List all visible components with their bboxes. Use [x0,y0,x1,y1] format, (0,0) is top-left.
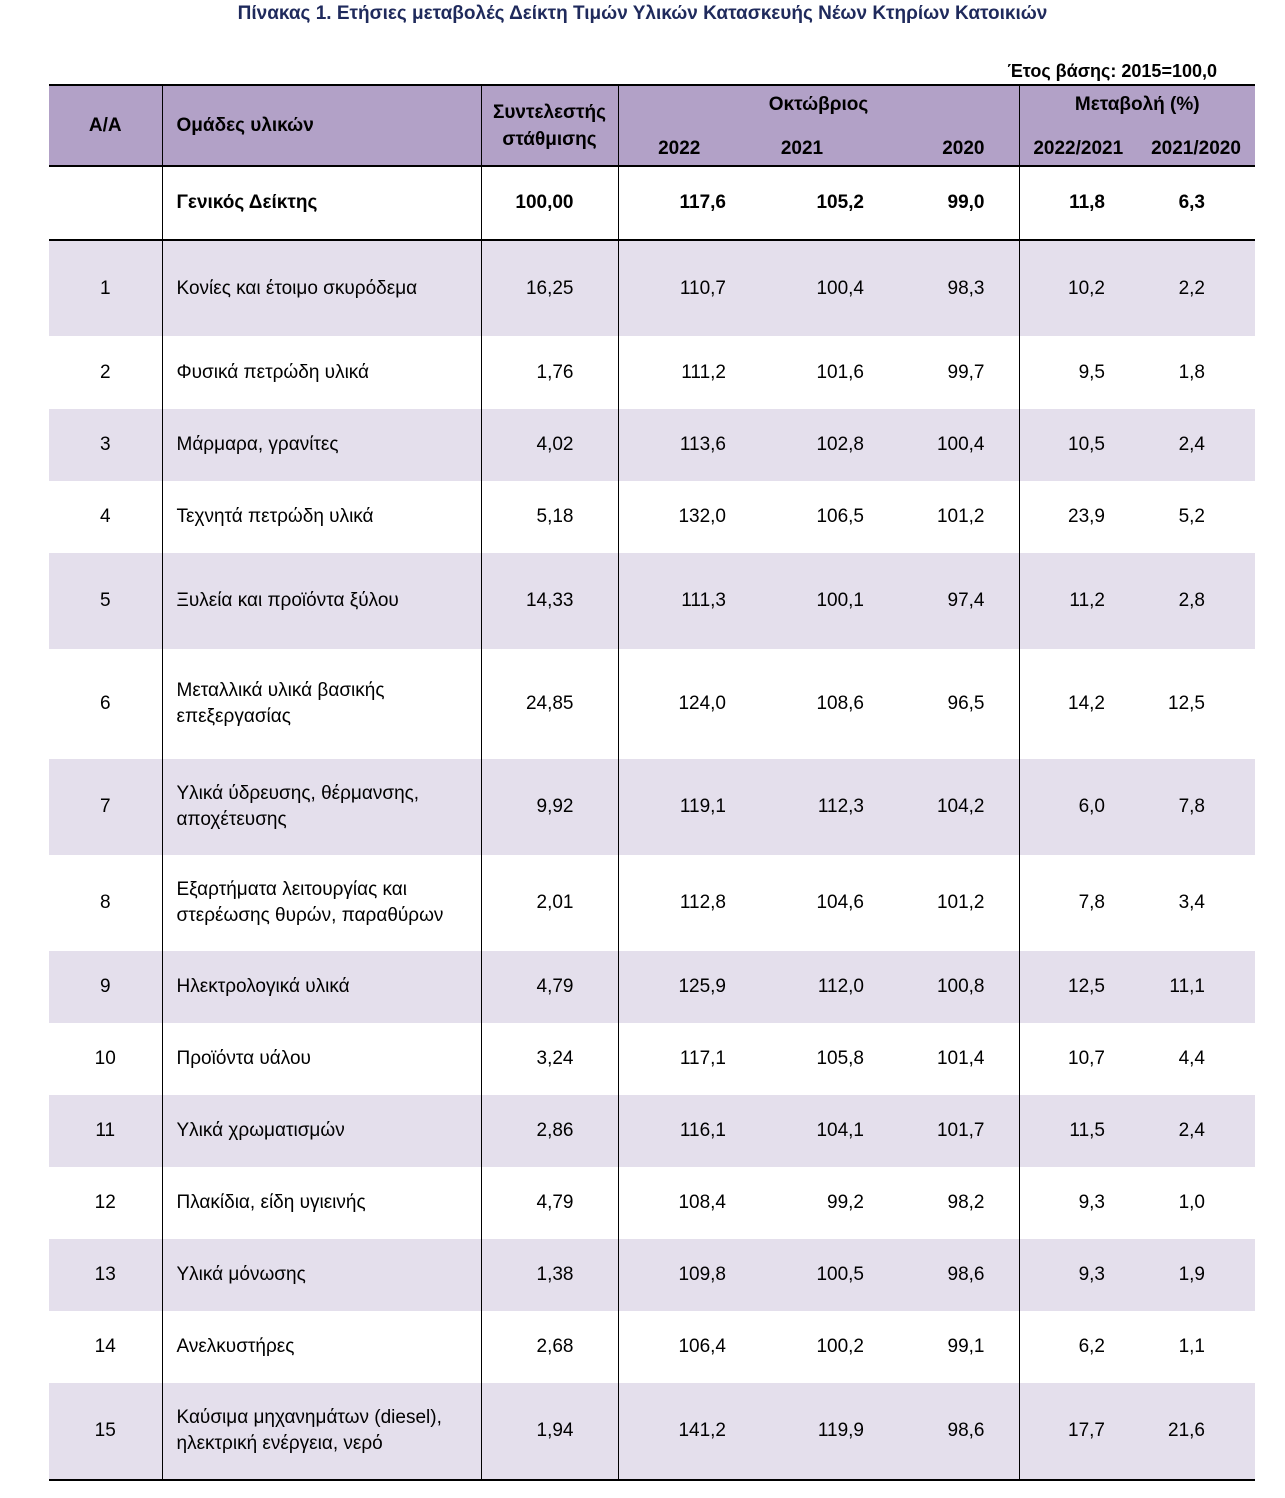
general-label: Γενικός Δείκτης [162,166,481,240]
row-2022: 124,0 [618,649,740,759]
row-group: Φυσικά πετρώδη υλικά [162,336,481,409]
row-2022: 112,8 [618,855,740,951]
row-2020: 98,6 [864,1383,1019,1480]
row-2021: 102,8 [740,409,864,481]
row-2020: 101,2 [936,892,985,913]
row-2020: 99,7 [947,361,985,383]
row-weight: 1,94 [481,1383,618,1480]
general-aa [49,166,162,240]
row-change-2021-2020: 7,8 [1137,759,1255,855]
row-group: Υλικά χρωματισμών [162,1095,481,1167]
general-weight: 100,00 [481,166,618,240]
row-change-2022-2021: 6,2 [1019,1311,1137,1383]
row-2021: 99,2 [827,1192,864,1213]
row-2022: 119,1 [618,759,740,855]
row-2021: 112,3 [740,759,864,855]
row-group: Ανελκυστήρες [162,1311,481,1383]
header-2021: 2021 [740,124,864,166]
row-aa: 8 [99,892,111,913]
table-row [49,481,1255,553]
table-row [49,1167,1255,1239]
row-change-2021-2020: 21,6 [1137,1383,1255,1480]
row-aa: 5 [49,553,162,649]
row-2021: 112,0 [740,951,864,1023]
table-row [49,409,1255,481]
header-october: Οκτώβριος [618,85,1019,124]
row-group: Κονίες και έτοιμο σκυρόδεμα [162,240,481,336]
row-group: Υλικά ύδρευσης, θέρμανσης, αποχέτευσης [162,759,481,855]
row-change-2022-2021: 23,9 [1019,481,1137,553]
row-2022: 111,2 [618,336,740,409]
row-change-2021-2020: 1,8 [1178,361,1205,383]
row-2020: 100,4 [864,409,1019,481]
row-aa: 2 [99,361,111,383]
row-change-2021-2020: 3,4 [1178,892,1205,913]
table-row [49,553,1255,649]
row-change-2022-2021: 7,8 [1019,855,1137,951]
row-change-2021-2020: 2,4 [1137,1095,1255,1167]
general-change-2022-2021: 11,8 [1019,166,1137,240]
row-aa: 14 [94,1336,116,1357]
row-weight: 24,85 [481,649,618,759]
row-weight: 4,79 [481,951,618,1023]
row-2022: 109,8 [618,1239,740,1311]
row-weight: 1,76 [481,336,618,409]
table-body [49,166,1255,1480]
row-2022: 113,6 [618,409,740,481]
header-2020: 2020 [864,124,1019,166]
row-2020: 100,8 [864,951,1019,1023]
row-2021: 106,5 [816,506,864,527]
row-weight: 2,86 [481,1095,618,1167]
row-2021: 108,6 [816,693,864,714]
row-change-2021-2020: 5,2 [1178,506,1205,527]
row-group: Προϊόντα υάλου [162,1023,481,1095]
table-row [49,240,1255,336]
table-header [49,85,1255,166]
row-weight: 2,68 [481,1311,618,1383]
row-change-2022-2021: 6,0 [1019,759,1137,855]
row-weight: 4,02 [481,409,618,481]
table-row [49,1383,1255,1480]
base-year-note: Έτος βάσης: 2015=100,0 [1007,61,1217,81]
row-weight: 4,79 [481,1167,618,1239]
general-change-2021-2020: 6,3 [1178,192,1205,213]
row-change-2022-2021: 10,7 [1019,1023,1137,1095]
header-change-2021-2020: 2021/2020 [1137,124,1255,166]
row-weight: 1,38 [481,1239,618,1311]
row-change-2022-2021: 12,5 [1019,951,1137,1023]
row-aa: 12 [94,1192,116,1213]
table-row [49,1095,1255,1167]
row-2020: 97,4 [864,553,1019,649]
header-change-2022-2021: 2022/2021 [1019,124,1137,166]
row-change-2022-2021: 9,3 [1019,1167,1137,1239]
table-row [49,649,1255,759]
table-row [49,855,1255,951]
row-2022: 132,0 [618,481,740,553]
row-2021: 119,9 [740,1383,864,1480]
row-aa: 11 [49,1095,162,1167]
row-2021: 104,1 [740,1095,864,1167]
row-2022: 125,9 [618,951,740,1023]
row-group: Καύσιμα μηχανημάτων (diesel), ηλεκτρική ενέργεια, νερό [162,1383,481,1480]
row-change-2022-2021: 10,2 [1019,240,1137,336]
row-2021: 100,2 [816,1336,864,1357]
row-group: Μάρμαρα, γρανίτες [162,409,481,481]
row-2020: 96,5 [947,693,985,714]
row-change-2022-2021: 10,5 [1019,409,1137,481]
row-weight: 3,24 [481,1023,618,1095]
row-aa: 1 [49,240,162,336]
row-group: Ηλεκτρολογικά υλικά [162,951,481,1023]
row-2021: 100,5 [740,1239,864,1311]
table-row [49,1023,1255,1095]
row-change-2021-2020: 2,2 [1137,240,1255,336]
header-groups: Ομάδες υλικών [162,85,481,166]
row-2022: 141,2 [618,1383,740,1480]
row-2021: 100,1 [740,553,864,649]
row-2020: 101,4 [936,1048,985,1069]
header-aa: Α/Α [49,85,162,166]
row-2022: 108,4 [618,1167,740,1239]
row-aa: 4 [99,506,111,527]
row-change-2021-2020: 4,4 [1178,1048,1205,1069]
row-2020: 101,2 [936,506,985,527]
row-change-2021-2020: 1,0 [1178,1192,1205,1213]
row-aa: 13 [49,1239,162,1311]
row-aa: 10 [94,1048,116,1069]
row-group: Υλικά μόνωσης [162,1239,481,1311]
table-row [49,336,1255,409]
row-2020: 99,1 [947,1336,985,1357]
row-change-2022-2021: 14,2 [1019,649,1137,759]
row-aa: 15 [49,1383,162,1480]
row-change-2022-2021: 17,7 [1019,1383,1137,1480]
row-aa: 6 [99,693,111,714]
row-change-2021-2020: 1,9 [1137,1239,1255,1311]
row-weight: 5,18 [481,481,618,553]
row-change-2021-2020: 11,1 [1137,951,1255,1023]
row-group: Πλακίδια, είδη υγιεινής [162,1167,481,1239]
row-2020: 98,6 [864,1239,1019,1311]
header-2022: 2022 [618,124,740,166]
row-group: Μεταλλικά υλικά βασικής επεξεργασίας [162,649,481,759]
general-index-row [49,166,1255,240]
row-2022: 116,1 [618,1095,740,1167]
row-weight: 16,25 [481,240,618,336]
header-change: Μεταβολή (%) [1019,85,1255,124]
row-2022: 110,7 [618,240,740,336]
price-index-table [49,84,1255,1481]
row-2020: 101,7 [864,1095,1019,1167]
row-2021: 100,4 [740,240,864,336]
row-aa: 7 [49,759,162,855]
row-weight: 9,92 [481,759,618,855]
row-change-2022-2021: 9,3 [1019,1239,1137,1311]
row-2020: 98,2 [947,1192,985,1213]
row-2022: 111,3 [618,553,740,649]
table-title: Πίνακας 1. Ετήσιες μεταβολές Δείκτη Τιμών Υλικών Κατασκευής Νέων Κτηρίων Κατοικιών [237,3,1048,24]
row-weight: 2,01 [481,855,618,951]
row-2020: 104,2 [864,759,1019,855]
row-change-2021-2020: 12,5 [1168,693,1205,714]
header-weight: Συντελεστής στάθμισης [481,85,618,166]
row-2021: 104,6 [816,892,864,913]
row-group: Τεχνητά πετρώδη υλικά [162,481,481,553]
table-row [49,1311,1255,1383]
row-change-2021-2020: 2,4 [1137,409,1255,481]
table-row [49,759,1255,855]
row-change-2021-2020: 1,1 [1178,1336,1205,1357]
row-2020: 98,3 [864,240,1019,336]
row-aa: 9 [49,951,162,1023]
general-2022: 117,6 [618,166,740,240]
row-group: Ξυλεία και προϊόντα ξύλου [162,553,481,649]
general-2021: 105,2 [816,192,864,213]
table-row [49,1239,1255,1311]
row-change-2022-2021: 9,5 [1019,336,1137,409]
row-2022: 117,1 [618,1023,740,1095]
row-2022: 106,4 [618,1311,740,1383]
row-change-2021-2020: 2,8 [1137,553,1255,649]
row-change-2022-2021: 11,2 [1019,553,1137,649]
row-aa: 3 [49,409,162,481]
row-group: Εξαρτήματα λειτουργίας και στερέωσης θυρών, παραθύρων [162,855,481,951]
row-2021: 101,6 [816,361,864,383]
general-2020: 99,0 [947,192,985,213]
row-2021: 105,8 [816,1048,864,1069]
row-change-2022-2021: 11,5 [1019,1095,1137,1167]
table-row [49,951,1255,1023]
row-weight: 14,33 [481,553,618,649]
